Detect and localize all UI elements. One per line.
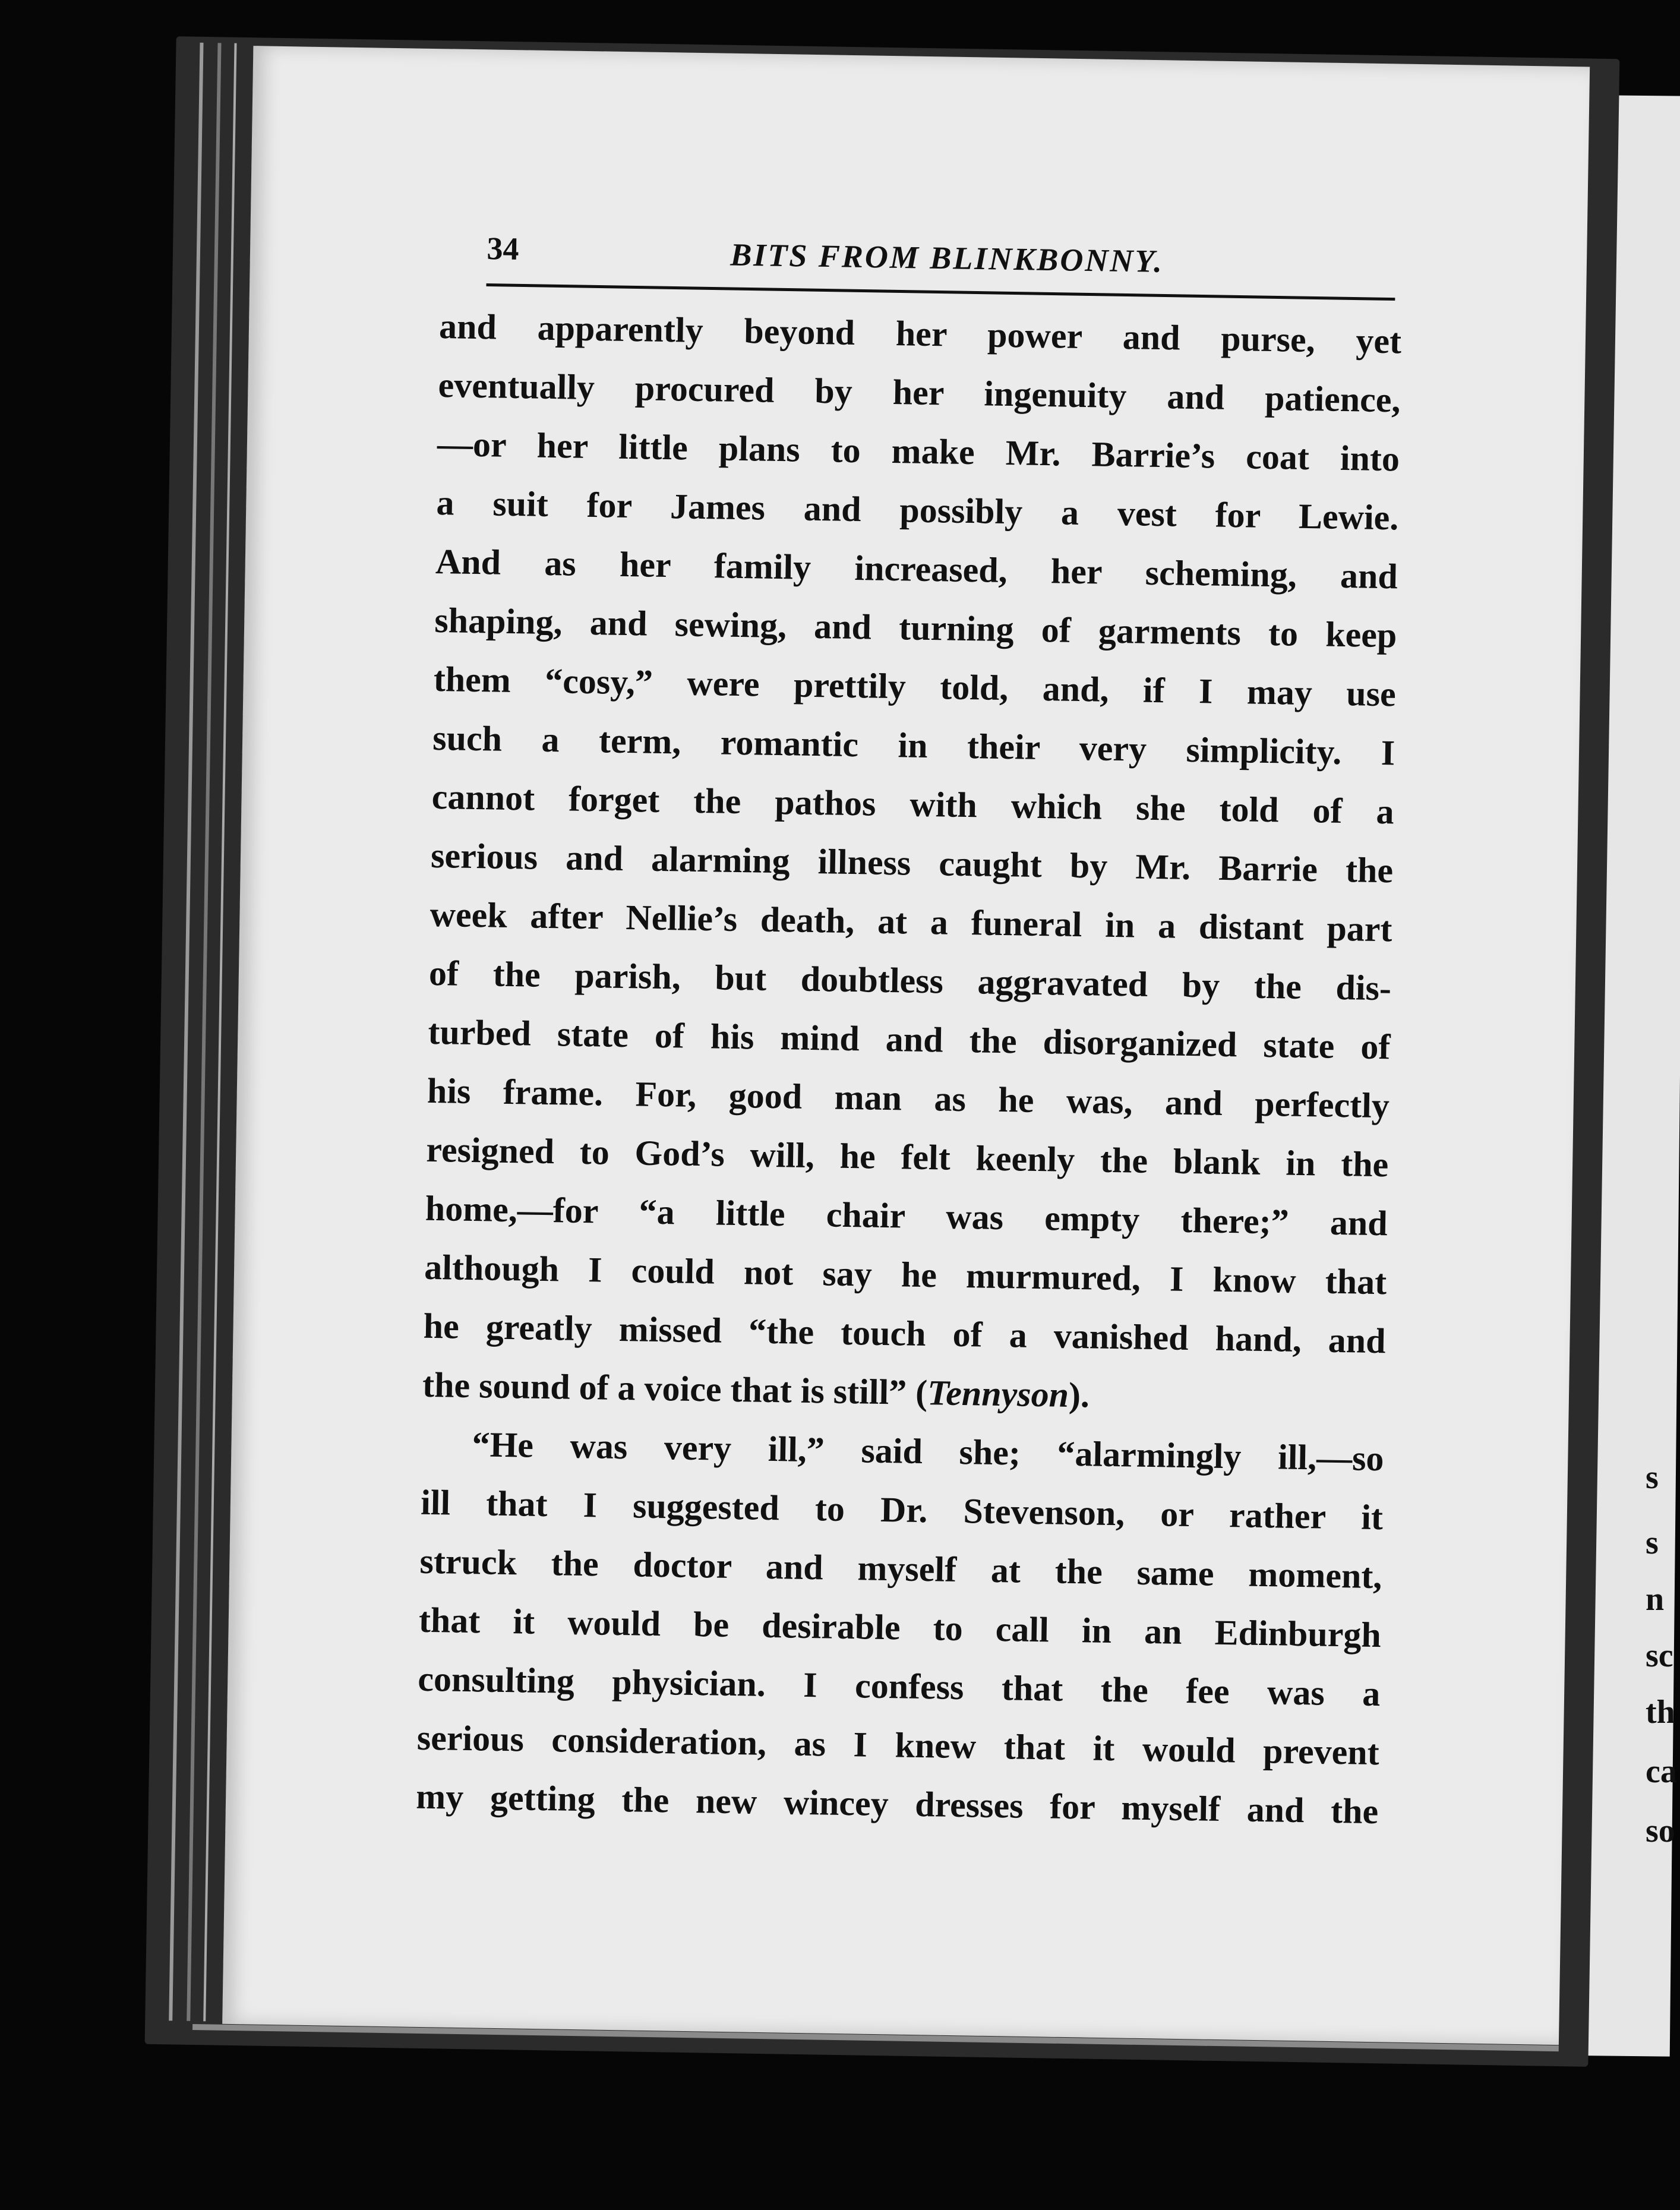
facing-page-fragment: so <box>1646 1813 1675 1849</box>
text-line: consulting physician. I confess that the fee was a <box>417 1659 1381 1714</box>
text-line: although I could not say he murmured, I know that <box>424 1247 1387 1302</box>
text-line: that it would be desirable to call in an Edinburgh <box>418 1600 1382 1655</box>
text-line: turbed state of his mind and the disorganized state of <box>428 1012 1391 1067</box>
text-line: resigned to God’s will, he felt keenly the blank in the <box>425 1129 1389 1185</box>
facing-page-fragment: ca <box>1646 1753 1677 1790</box>
text-line: them “cosy,” were prettily told, and, if I may use <box>433 659 1397 714</box>
text-line: his frame. For, good man as he was, and perfectly <box>427 1071 1390 1126</box>
text-line: such a term, romantic in their very simplicity. I <box>432 718 1395 773</box>
page-number: 34 <box>487 231 519 267</box>
facing-page-fragment: n <box>1646 1581 1665 1618</box>
text-line: of the parish, but doubtless aggravated by the dis- <box>428 953 1392 1008</box>
text-line: my getting the new wincey dresses for myself and the <box>415 1776 1379 1832</box>
text-line: shaping, and sewing, and turning of garments to keep <box>434 600 1397 655</box>
facing-page-fragment: s <box>1646 1524 1659 1561</box>
text-line: he greatly missed “the touch of a vanished hand, and <box>423 1306 1387 1361</box>
text-line: eventually procured by her ingenuity and patience, <box>438 365 1401 420</box>
text-line: and apparently beyond her power and purse, yet <box>438 306 1402 361</box>
text-line: serious consideration, as I knew that it would prevent <box>416 1718 1380 1773</box>
citation-close: ). <box>1068 1375 1090 1415</box>
text-line: —or her little plans to make Mr. Barrie’s coat into <box>437 424 1400 479</box>
text-line: And as her family increased, her scheming, and <box>435 541 1398 596</box>
book-title: BITS FROM BLINKBONNY. <box>730 236 1164 279</box>
text-line-with-citation: the sound of a voice that is still” (Tennyson). <box>422 1365 1090 1415</box>
text-line: a suit for James and possibly a vest for Lewie. <box>436 482 1399 538</box>
citation-name: Tennyson <box>927 1373 1069 1415</box>
facing-page-fragment: th <box>1646 1694 1675 1731</box>
facing-page-fragment: s <box>1646 1459 1659 1496</box>
facing-page-fragment: sc <box>1646 1637 1673 1674</box>
text-line: ill that I suggested to Dr. Stevenson, or rather it <box>420 1482 1384 1537</box>
text-line: week after Nellie’s death, at a funeral in a distant part <box>430 894 1392 949</box>
paragraph-start-line: “He was very ill,” said she; “alarmingly ill,—so <box>472 1425 1385 1479</box>
body-text <box>416 297 1402 1841</box>
text-line: struck the doctor and myself at the same moment, <box>419 1541 1382 1596</box>
text-line: cannot forget the pathos with which she told of a <box>431 776 1395 832</box>
quote-text: the sound of a voice that is still” <box>422 1365 907 1412</box>
text-line: serious and alarming illness caught by Mr. Barrie the <box>430 835 1394 891</box>
text-line: home,—for “a little chair was empty there;” and <box>425 1188 1388 1243</box>
